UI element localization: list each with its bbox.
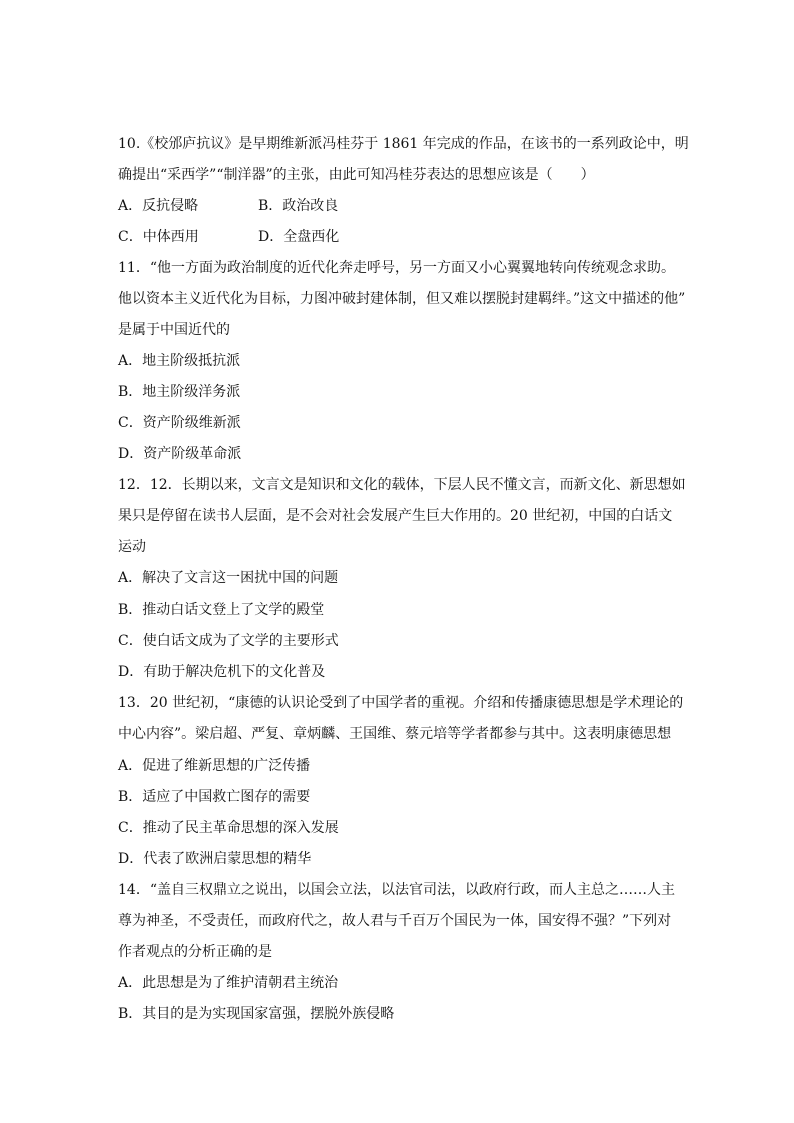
- question-11-option-a: A．地主阶级抵抗派: [118, 353, 241, 369]
- question-10-option-c: C．中体西用: [118, 229, 199, 245]
- question-10-option-b: B．政治改良: [258, 198, 339, 214]
- question-14-option-b: B．其目的是为实现国家富强，摆脱外族侵略: [118, 1006, 395, 1022]
- question-14-stem-line-2: 尊为神圣，不受责任，而政府代之，故人君与千百万个国民为一体，国安得不强？”下列对: [118, 913, 672, 929]
- question-13-option-a: A．促进了维新思想的广泛传播: [118, 758, 311, 774]
- question-11-option-d: D．资产阶级革命派: [118, 446, 242, 462]
- question-12-stem-line-1: 12．12．长期以来，文言文是知识和文化的载体，下层人民不懂文言，而新文化、新思想如: [118, 477, 686, 493]
- question-13-option-d: D．代表了欧洲启蒙思想的精华: [118, 851, 312, 867]
- question-12-option-b: B．推动白话文登上了文学的殿堂: [118, 602, 325, 618]
- question-11-option-b: B．地主阶级洋务派: [118, 384, 241, 400]
- question-13-option-c: C．推动了民主革命思想的深入发展: [118, 820, 339, 836]
- question-12-stem-line-2: 果只是停留在读书人层面，是不会对社会发展产生巨大作用的。20 世纪初，中国的白话文: [118, 508, 673, 524]
- question-10-options-row-2: [118, 227, 340, 247]
- question-13-stem-line-1: 13．20 世纪初，“康德的认识论受到了中国学者的重视。介绍和传播康德思想是学术理论的: [118, 695, 684, 711]
- question-10-stem-line-1: 10.《校邠庐抗议》是早期维新派冯桂芬于 1861 年完成的作品，在该书的一系列政论中，明: [118, 136, 689, 152]
- question-11-stem-line-1: 11．“他一方面为政治制度的近代化奔走呼号，另一方面又小心翼翼地转向传统观念求助。: [118, 260, 675, 276]
- question-14-stem-line-1: 14．“盖自三权鼎立之说出，以国会立法，以法官司法，以政府行政，而人主总之……人主: [118, 882, 675, 898]
- question-13-option-b: B．适应了中国救亡图存的需要: [118, 789, 311, 805]
- question-13-stem-line-2: 中心内容”。梁启超、严复、章炳麟、王国维、蔡元培等学者都参与其中。这表明康德思想: [118, 726, 672, 742]
- question-10-option-d: D．全盘西化: [258, 229, 340, 245]
- question-14-option-a: A．此思想是为了维护清朝君主统治: [118, 975, 339, 991]
- question-12-option-d: D．有助于解决危机下的文化普及: [118, 664, 326, 680]
- question-11-stem-line-3: 是属于中国近代的: [118, 322, 230, 338]
- question-12-stem-line-3: 运动: [118, 539, 146, 555]
- question-11-option-c: C．资产阶级维新派: [118, 415, 241, 431]
- question-14-stem-line-3: 作者观点的分析正确的是: [118, 944, 272, 960]
- question-12-option-c: C．使白话文成为了文学的主要形式: [118, 633, 339, 649]
- question-10-stem-line-2: 确提出“采西学”“制洋器”的主张，由此可知冯桂芬表达的思想应该是（ ）: [118, 167, 595, 183]
- question-12-option-a: A．解决了文言这一困扰中国的问题: [118, 570, 339, 586]
- question-11-stem-line-2: 他以资本主义近代化为目标，力图冲破封建体制，但又难以摆脱封建羁绊。”这文中描述的他”: [118, 291, 686, 307]
- question-10-options-row-1: [118, 196, 339, 216]
- question-10-option-a: A．反抗侵略: [118, 198, 199, 214]
